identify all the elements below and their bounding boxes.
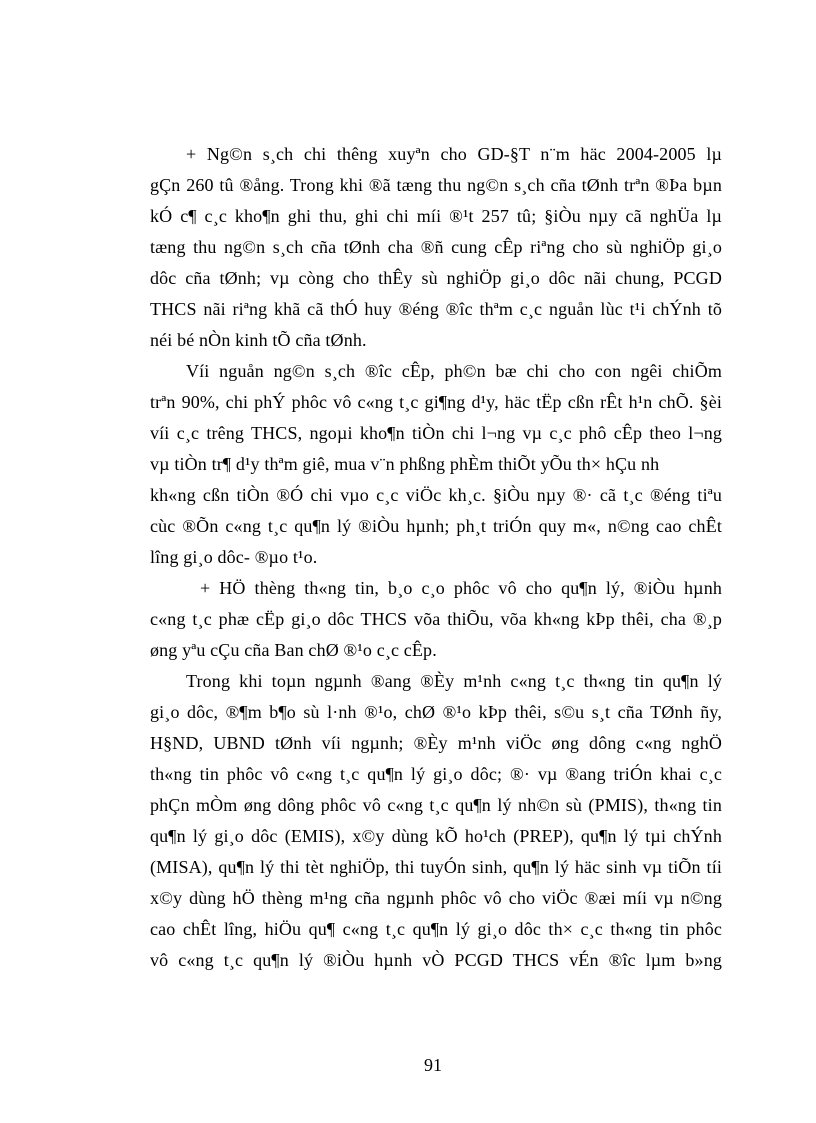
text-line: øng yªu cÇu cña Ban chØ ®¹o c¸c cÊp. — [150, 640, 437, 660]
text-line: phÇn mÒm øng dông phôc vô c«ng t¸c qu¶n lý nh©n sù (PMIS), th«ng tin — [150, 795, 722, 815]
text-line: x©y dùng hÖ thèng m¹ng cña ngµnh phôc vô cho viÖc ®æi míi vµ n©ng — [150, 888, 722, 908]
page-number: 91 — [424, 1055, 442, 1075]
text-line: + HÖ thèng th«ng tin, b¸o c¸o phôc vô cho qu¶n lý, ®iÒu hµnh — [200, 578, 722, 598]
text-line: tæng thu ng©n s¸ch cña tØnh cha ®ñ cung cÊp riªng cho sù nghiÖp gi¸o — [150, 237, 722, 257]
text-line: víi c¸c trêng THCS, ngoµi kho¶n tiÒn chi l¬ng vµ c¸c phô cÊp theo l¬ng — [150, 423, 722, 443]
text-line: qu¶n lý gi¸o dôc (EMIS), x©y dùng kÕ ho¹ch (PREP), qu¶n lý tµi chÝnh — [150, 826, 722, 846]
text-line: vô c«ng t¸c qu¶n lý ®iÒu hµnh vÒ PCGD THCS vÉn ®îc lµm b»ng — [150, 950, 722, 970]
text-line: cao chÊt lîng, hiÖu qu¶ c«ng t¸c qu¶n lý gi¸o dôc th× c¸c th«ng tin phôc — [150, 919, 722, 939]
text-line: THCS nãi riªng khã cã thÓ huy ®éng ®îc thªm c¸c nguån lùc t¹i chÝnh tõ — [150, 299, 722, 319]
text-line: lîng gi¸o dôc- ®µo t¹o. — [150, 547, 318, 567]
text-line: kÓ c¶ c¸c kho¶n ghi thu, ghi chi míi ®¹t 257 tû; §iÒu nµy cã nghÜa lµ — [150, 206, 722, 226]
text-line: th«ng tin phôc vô c«ng t¸c qu¶n lý gi¸o dôc; ®· vµ ®ang triÓn khai c¸c — [150, 764, 722, 784]
text-line: c«ng t¸c phæ cËp gi¸o dôc THCS võa thiÕu, võa kh«ng kÞp thêi, cha ®¸p — [150, 609, 722, 629]
text-line: kh«ng cßn tiÒn ®Ó chi vµo c¸c viÖc kh¸c. §iÒu nµy ®· cã t¸c ®éng tiªu — [150, 485, 722, 505]
text-line: néi bé nÒn kinh tÕ cña tØnh. — [150, 330, 367, 350]
text-line: Víi nguån ng©n s¸ch ®îc cÊp, ph©n bæ chi cho con ngêi chiÕm — [186, 361, 722, 381]
text-line: gi¸o dôc, ®¶m b¶o sù l·nh ®¹o, chØ ®¹o kÞp thêi, s©u s¸t cña TØnh ñy, — [150, 702, 722, 722]
text-line: gÇn 260 tû ®ång. Trong khi ®ã tæng thu ng©n s¸ch cña tØnh trªn ®Þa bµn — [150, 175, 722, 195]
text-line: + Ng©n s¸ch chi thêng xuyªn cho GD-§T n¨m häc 2004-2005 lµ — [186, 144, 722, 164]
text-line: Trong khi toµn ngµnh ®ang ®Èy m¹nh c«ng t¸c th«ng tin qu¶n lý — [186, 671, 722, 691]
text-line: H§ND, UBND tØnh víi ngµnh; ®Èy m¹nh viÖc øng dông c«ng nghÖ — [150, 733, 722, 753]
text-line: vµ tiÒn tr¶ d¹y thªm giê, mua v¨n phßng phÈm thiÕt yÕu th× hÇu nh — [150, 454, 660, 474]
text-line: (MISA), qu¶n lý thi tèt nghiÖp, thi tuyÓn sinh, qu¶n lý häc sinh vµ tiÕn tíi — [150, 857, 722, 877]
text-line: cùc ®Õn c«ng t¸c qu¶n lý ®iÒu hµnh; ph¸t triÓn quy m«, n©ng cao chÊt — [150, 516, 722, 536]
text-line: dôc cña tØnh; vµ còng cho thÊy sù nghiÖp gi¸o dôc nãi chung, PCGD — [150, 268, 722, 288]
text-line: trªn 90%, chi phÝ phôc vô c«ng t¸c gi¶ng d¹y, häc tËp cßn rÊt h¹n chÕ. §èi — [150, 392, 722, 412]
